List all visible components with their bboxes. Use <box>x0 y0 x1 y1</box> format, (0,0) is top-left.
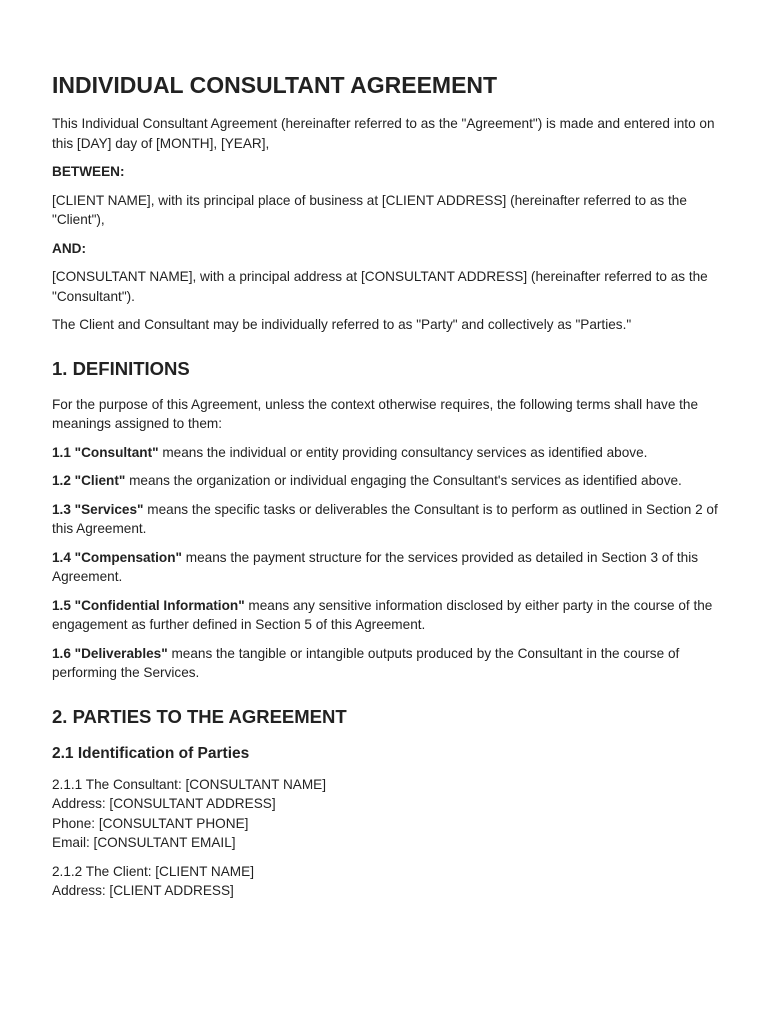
definitions-intro: For the purpose of this Agreement, unless the context otherwise requires, the following terms shall have the meanings assigned to them: <box>52 396 699 431</box>
definition-term: 1.1 "Consultant" <box>52 444 159 460</box>
document-title: INDIVIDUAL CONSULTANT AGREEMENT <box>52 72 498 98</box>
client-address-line: Address: [CLIENT ADDRESS] <box>52 883 234 898</box>
definition-term: 1.3 "Services" <box>52 501 144 517</box>
definition-item <box>52 443 722 463</box>
definition-item <box>52 471 722 491</box>
definition-text: means the individual or entity providing consultancy services as identified above. <box>158 444 648 460</box>
client-name-line: 2.1.2 The Client: [CLIENT NAME] <box>52 863 254 879</box>
definition-text: means the specific tasks or deliverables the Consultant is to perform as outlined in Section 2 of this Agreement. <box>52 501 718 536</box>
consultant-paragraph: [CONSULTANT NAME], with a principal address at [CONSULTANT ADDRESS] (hereinafter referred to as the "Consultant"). <box>52 269 708 304</box>
consultant-contact-block <box>52 775 722 853</box>
definition-term: 1.4 "Compensation" <box>52 549 182 565</box>
definition-item <box>52 596 722 635</box>
client-paragraph: [CLIENT NAME], with its principal place of business at [CLIENT ADDRESS] (hereinafter referred to as the "Client"), <box>52 192 687 227</box>
consultant-address-line: Address: [CONSULTANT ADDRESS] <box>52 796 276 811</box>
document-page <box>52 70 722 910</box>
consultant-name-line: 2.1.1 The Consultant: [CONSULTANT NAME] <box>52 776 326 792</box>
definition-text: means the payment structure for the services provided as detailed in Section 3 of this Agreement. <box>52 549 699 584</box>
definition-term: 1.6 "Deliverables" <box>52 645 168 661</box>
consultant-email-line: Email: [CONSULTANT EMAIL] <box>52 835 236 850</box>
parties-paragraph: The Client and Consultant may be individually referred to as "Party" and collectively as "Parties." <box>52 317 632 332</box>
definition-text: means the tangible or intangible outputs produced by the Consultant in the course of performing the Services. <box>52 645 680 680</box>
identification-subheading: 2.1 Identification of Parties <box>52 744 250 762</box>
definitions-heading: 1. DEFINITIONS <box>52 357 190 379</box>
definition-item <box>52 500 722 539</box>
definition-text: means the organization or individual engaging the Consultant's services as identified above. <box>125 473 682 488</box>
definition-term: 1.2 "Client" <box>52 473 126 488</box>
parties-heading: 2. PARTIES TO THE AGREEMENT <box>52 705 347 727</box>
definition-text: means any sensitive information disclosed by either party in the course of the engagement as further defined in Section 5 of this Agreement. <box>52 597 713 632</box>
intro-paragraph: This Individual Consultant Agreement (hereinafter referred to as the "Agreement") is made and entered into on this [DAY] day of [MONTH], [YEAR], <box>52 116 715 151</box>
and-label: AND: <box>52 240 86 256</box>
definition-item <box>52 548 722 587</box>
consultant-phone-line: Phone: [CONSULTANT PHONE] <box>52 815 249 831</box>
between-label: BETWEEN: <box>52 164 125 179</box>
client-contact-block <box>52 862 722 901</box>
definition-item <box>52 644 722 683</box>
definition-term: 1.5 "Confidential Information" <box>52 597 245 613</box>
